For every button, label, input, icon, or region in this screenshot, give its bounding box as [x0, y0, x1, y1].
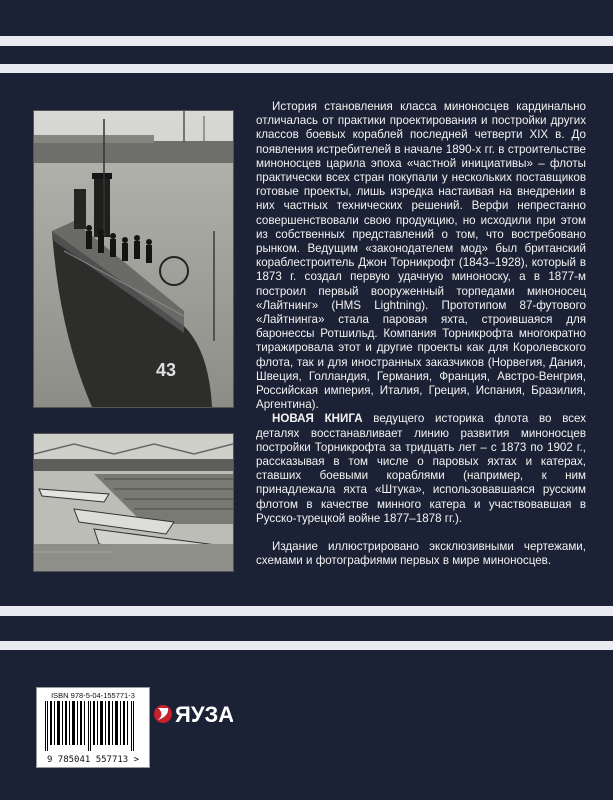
- barcode-digits: 9 785041 557713 >: [46, 755, 140, 765]
- illustration-note: Издание иллюстрировано эксклюзивными чертежами, схемами и фотографиями первых в мире миноносцев.: [256, 540, 586, 568]
- new-book-paragraph: [256, 412, 586, 526]
- isbn-label: ISBN 978-5-04-155771-3: [51, 691, 135, 700]
- barcode-block: [36, 687, 150, 768]
- torpedo-boat-photo: [33, 110, 234, 408]
- publisher-logo: [153, 694, 233, 734]
- description-paragraph: История становления класса миноносцев кардинально отличалась от практики проектирования и постройки других классов боевых кораблей последней четверти XIX в. До появления истребителей в начале 1890-х гг. в строительстве миноносцев царила эпоха «частной инициативы» – флоты практически всех стран покупали у нескольких поставщиков готовые проекты, лишь изредка настаивая на внедрении в них частных технических решений. Верфи непрестанно совершенствовали свою продукцию, но исходили при этом из собственных представлений о том, что востребовано рынком. Ведущим «законодателем мод» был британский кораблестроитель Джон Торникрофт (1843–1928), который в 1873 г. создал первую удачную миноноску, а в 1877-м построил первый вооруженный торпедами миноносец «Лайтнинг» (HMS Lightning). Прототипом 87-футового «Лайтнинга» стала паровая яхта, строившаяся для баронессы Ротшильд. Компания Торникрофта многократно тиражировала этот и другие проекты как для Королевского флота, так и для иностранных заказчиков (Норвегия, Дания, Швеция, Голландия, Германия, Франция, Австро-Венгрия, Российская империя, Италия, Греция, Испания, Бразилия, Аргентина).: [256, 100, 586, 412]
- new-book-text: ведущего историка флота во всех деталях восстанавливает линию развития миноносцев постройки Торникрофта за тридцать лет – с 1873 по 1902 г., рассказывая в том числе о паровых яхтах и катерах, ставших боевыми кораблями (например, к ним принадлежала яхта «Штука», использовавшаяся русским флотом в качестве минного катера и участвовавшая в Русско-турецкой войне 1877–1878 гг.).: [256, 412, 587, 525]
- bottom-stripe-1: [0, 606, 613, 616]
- top-stripe-1: [0, 36, 613, 46]
- hull-number: 43: [156, 360, 177, 380]
- bottom-stripe-2: [0, 641, 613, 650]
- shipyard-photo: [33, 433, 234, 572]
- new-book-heading: НОВАЯ КНИГА: [272, 412, 363, 426]
- barcode-graphic: [43, 701, 143, 751]
- back-cover-text: [256, 100, 586, 569]
- publisher-logo-text: ЯУЗА: [175, 702, 233, 727]
- top-stripe-2: [0, 64, 613, 73]
